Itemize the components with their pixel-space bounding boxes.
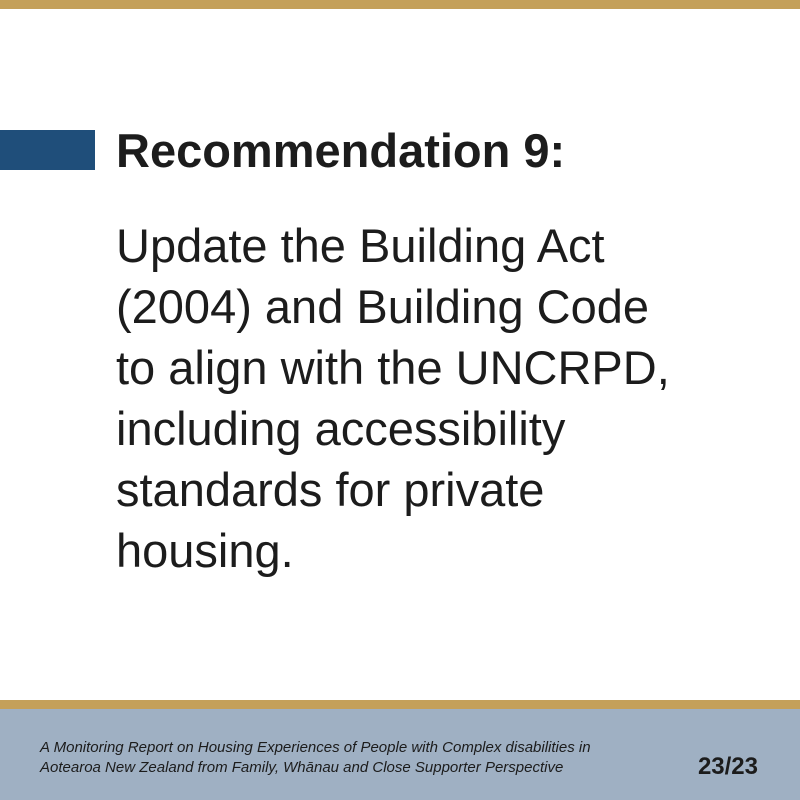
page-number: 23/23 — [697, 753, 758, 780]
recommendation-line: standards for private — [116, 463, 545, 516]
recommendation-line: including accessibility — [116, 402, 566, 455]
recommendation-line: to align with the UNCRPD, — [116, 341, 670, 394]
report-caption-line: A Monitoring Report on Housing Experiences of People with Complex disabilities in — [40, 739, 591, 756]
report-caption — [40, 738, 650, 778]
bottom-gold-rule — [0, 700, 800, 709]
report-caption-line: Aotearoa New Zealand from Family, Whānau and Close Supporter Perspective — [40, 759, 564, 776]
recommendation-text — [116, 215, 756, 581]
recommendation-line: Update the Building Act — [116, 219, 605, 272]
recommendation-heading: Recommendation 9: — [116, 124, 566, 177]
recommendation-line: (2004) and Building Code — [116, 280, 650, 333]
recommendation-line: housing. — [116, 524, 294, 577]
top-gold-rule — [0, 0, 800, 9]
blue-accent-bar — [0, 130, 95, 170]
footer-band — [0, 709, 800, 800]
